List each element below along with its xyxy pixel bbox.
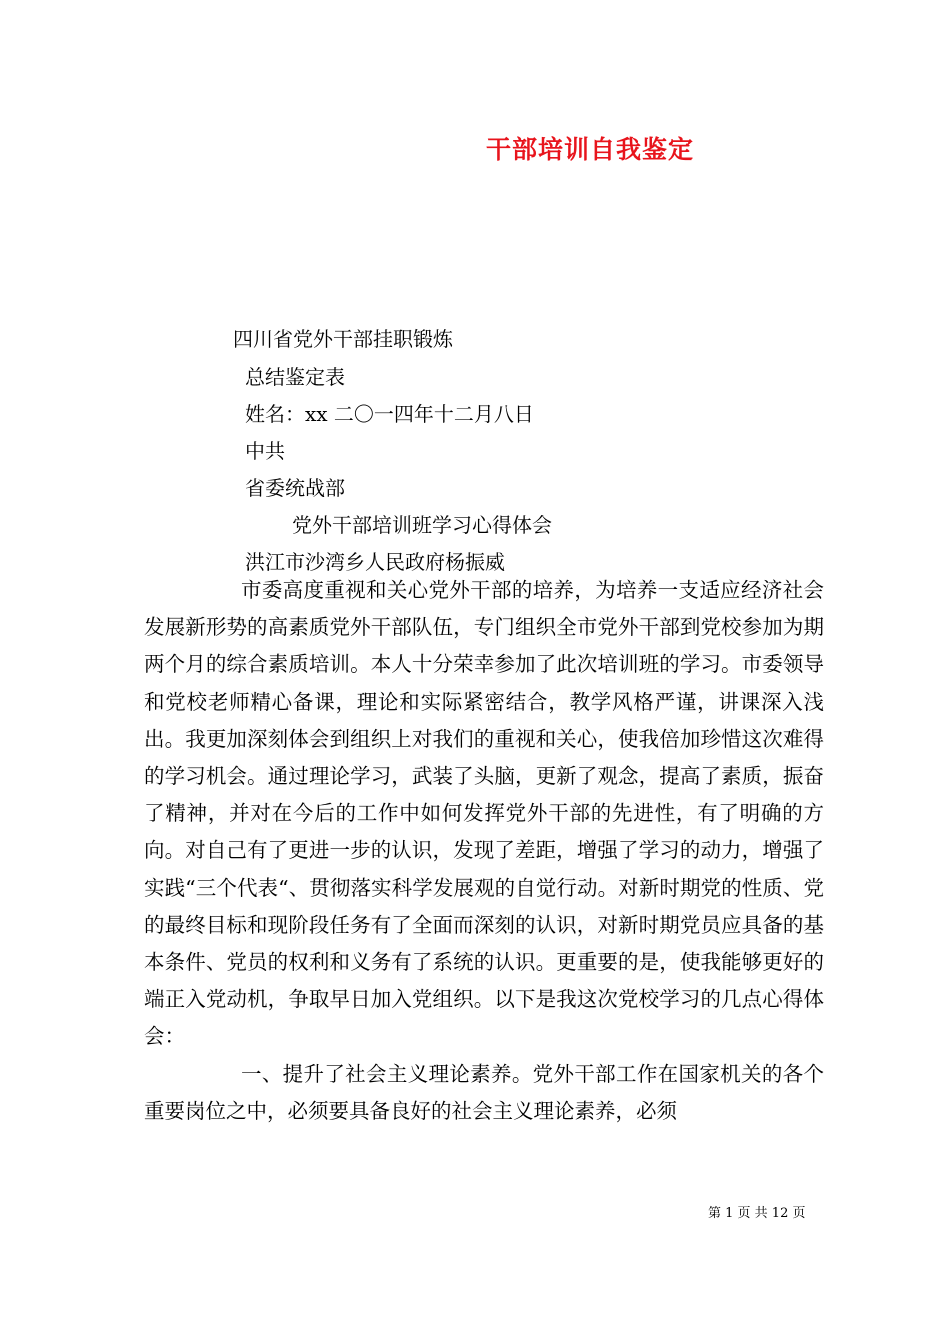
header-line-form-title: 总结鉴定表 bbox=[245, 365, 345, 389]
document-title: 干部培训自我鉴定 bbox=[485, 135, 694, 164]
body-paragraph: 一、提升了社会主义理论素养。党外干部工作在国家机关的各个重要岗位之中，必须要具备良好的社会主义理论素养，必须 bbox=[144, 1061, 824, 1123]
header-line-author: 洪江市沙湾乡人民政府杨振威 bbox=[245, 550, 505, 574]
body-paragraph: 市委高度重视和关心党外干部的培养，为培养一支适应经济社会发展新形势的高素质党外干部队伍，专门组织全市党外干部到党校参加为期两个月的综合素质培训。本人十分荣幸参加了此次培训班的学习。市委领导和党校老师精心备课，理论和实际紧密结合，教学风格严谨，讲课深入浅出。我更加深刻体会到组织上对我们的重视和关心，使我倍加珍惜这次难得的学习机会。通过理论学习，武装了头脑，更新了观念，提高了素质，振奋了精神，并对在今后的工作中如何发挥党外干部的先进性，有了明确的方向。对自己有了更进一步的认识，发现了差距，增强了学习的动力，增强了实践“三个代表“、贯彻落实科学发展观的自觉行动。对新时期党的性质、党的最终目标和现阶段任务有了全面而深刻的认识，对新时期党员应具备的基本条件、党员的权利和义务有了系统的认识。更重要的是，使我能够更好的端正入党动机，争取早日加入党组织。以下是我这次党校学习的几点心得体会： bbox=[144, 578, 824, 1049]
header-line-department: 省委统战部 bbox=[245, 476, 345, 500]
header-line-name-date: 姓名：xx 二〇一四年十二月八日 bbox=[245, 402, 534, 426]
header-line-province: 四川省党外干部挂职锻炼 bbox=[233, 327, 453, 351]
page-number-footer: 第 1 页 共 12 页 bbox=[708, 1206, 806, 1221]
document-body bbox=[144, 572, 824, 1130]
header-line-cpc: 中共 bbox=[245, 439, 285, 463]
header-line-essay-title: 党外干部培训班学习心得体会 bbox=[292, 513, 552, 537]
